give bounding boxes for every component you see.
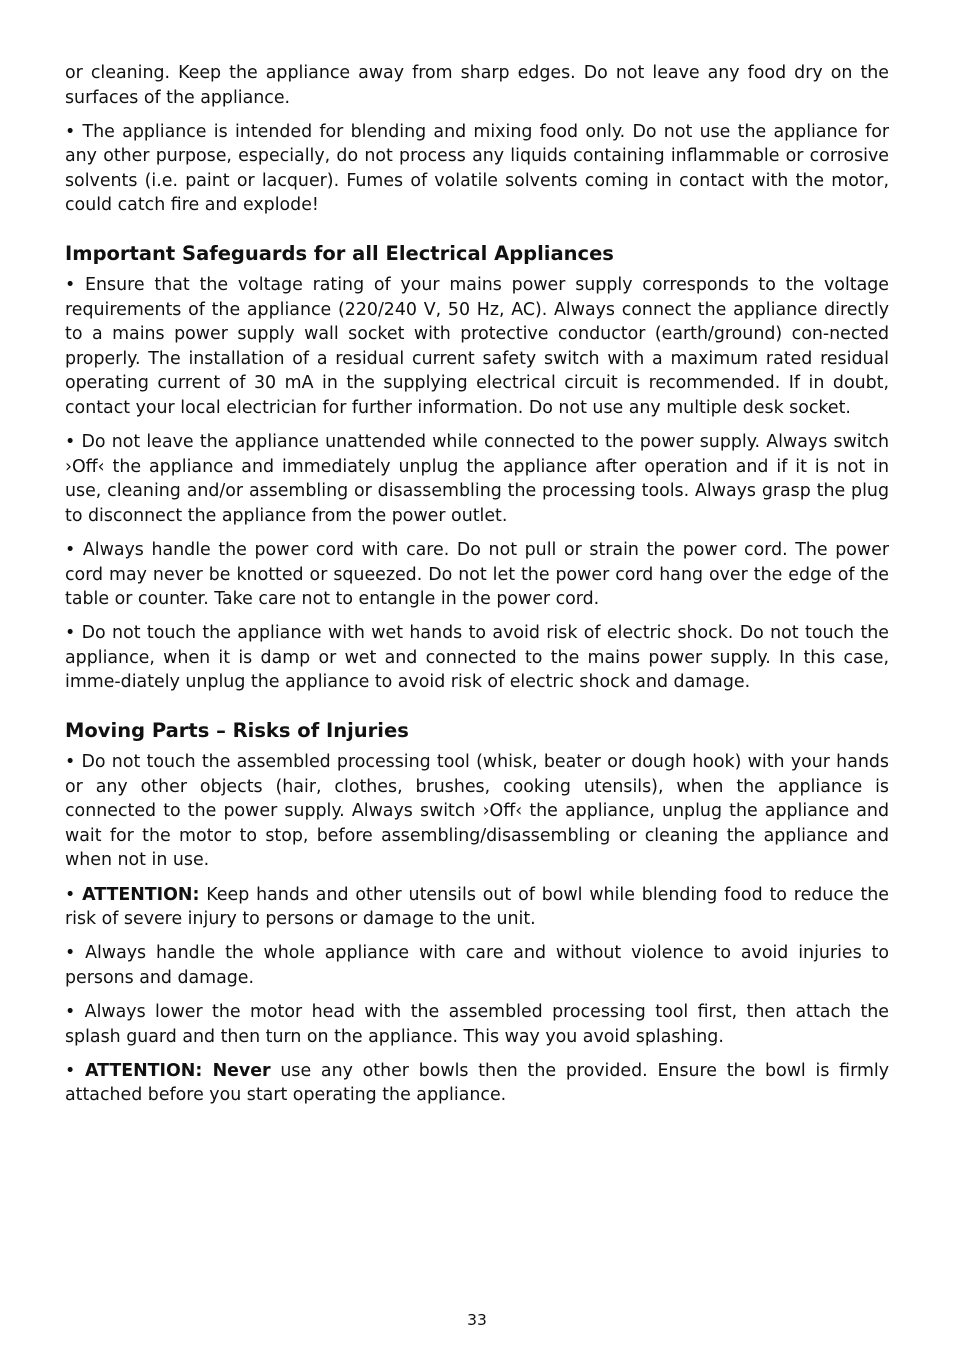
heading-electrical-safeguards: Important Safeguards for all Electrical Appliances	[65, 242, 614, 266]
page-number: 33	[467, 1311, 487, 1329]
paragraph-wet-hands: • Do not touch the appliance with wet hands to avoid risk of electric shock. Do not touch the appliance, when it is damp or wet and connected to the mains power supply. In this case, imme-diately unplug the appliance to avoid risk of electric shock and damage.	[65, 623, 889, 693]
bullet: •	[65, 1060, 86, 1081]
paragraph-cleaning-continued: or cleaning. Keep the appliance away from sharp edges. Do not leave any food dry on the surfaces of the appliance.	[65, 63, 889, 108]
heading-moving-parts: Moving Parts – Risks of Injuries	[65, 719, 409, 743]
paragraph-voltage-rating: • Ensure that the voltage rating of your mains power supply corresponds to the voltage requirements of the appliance (220/240 V, 50 Hz, AC). Always connect the appliance directly to a mains power supply wall socket with protective conductor (earth/ground) con-nected properly. The installation of a residual current safety switch with a maximum rated residual operating current of 30 mA in the supplying electrical circuit is recommended. If in doubt, contact your local electrician for further information. Do not use any multiple desk socket.	[65, 275, 889, 419]
document-body	[65, 61, 889, 1117]
paragraph-attention-hands	[65, 883, 889, 932]
paragraph-intended-use: • The appliance is intended for blending and mixing food only. Do not use the appliance for any other purpose, especially, do not process any liquids containing inflammable or corrosive solvents (i.e. paint or lacquer). Fumes of volatile solvents coming in contact with the motor, could catch fire and explode!	[65, 121, 889, 216]
paragraph-handle-care: • Always handle the whole appliance with care and without violence to avoid injuries to persons and damage.	[65, 943, 889, 988]
paragraph-processing-tool: • Do not touch the assembled processing tool (whisk, beater or dough hook) with your hands or any other objects (hair, clothes, brushes, cooking utensils), when the appliance is connected to the power supply. Always switch ›Off‹ the appliance, unplug the appliance and wait for the motor to stop, before assembling/disassembling or cleaning the appliance and when not in use.	[65, 752, 889, 871]
attention-label: ATTENTION: Never	[85, 1060, 271, 1081]
paragraph-motor-head: • Always lower the motor head with the assembled processing tool first, then attach the splash guard and then turn on the appliance. This way you avoid splashing.	[65, 1001, 889, 1047]
bullet: •	[65, 884, 83, 905]
attention-label: ATTENTION:	[82, 884, 200, 905]
attention-text: Keep hands and other utensils out of bowl while blending food to reduce the risk of severe injury to persons or damage to the unit.	[65, 884, 889, 930]
paragraph-attention-bowls	[65, 1059, 889, 1108]
attention-text: use any other bowls then the provided. Ensure the bowl is firmly attached before you start operating the appliance.	[65, 1060, 890, 1106]
paragraph-unattended: • Do not leave the appliance unattended while connected to the power supply. Always switch ›Off‹ the appliance and immediately unplug the appliance after operation and if it is not in use, cleaning and/or assembling or disassembling the processing tools. Always grasp the plug to disconnect the appliance from the power outlet.	[65, 432, 889, 526]
paragraph-power-cord: • Always handle the power cord with care. Do not pull or strain the power cord. The power cord may never be knotted or squeezed. Do not let the power cord hang over the edge of the table or counter. Take care not to entangle in the power cord.	[65, 540, 889, 610]
